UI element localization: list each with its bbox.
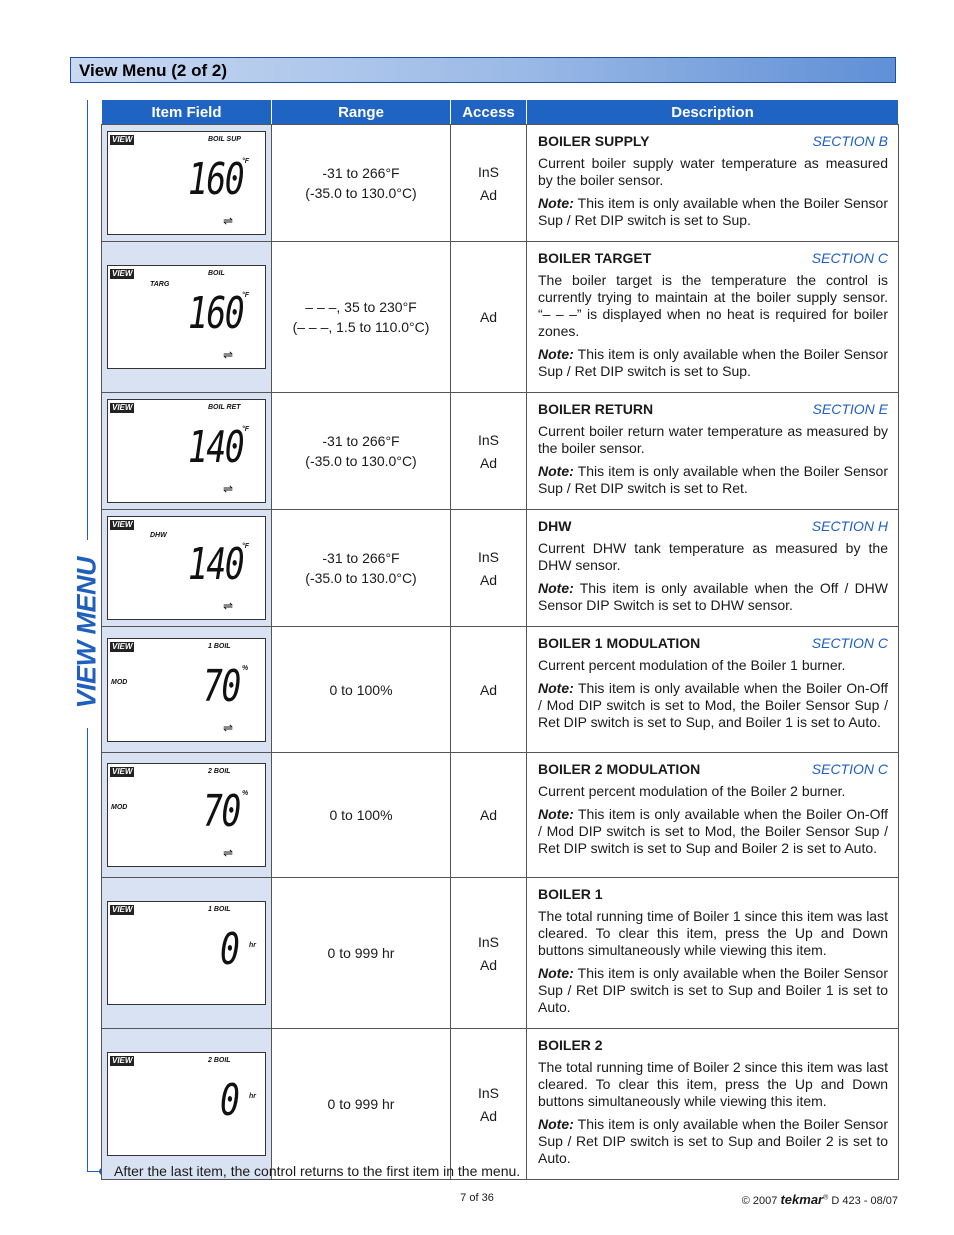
description-heading <box>538 635 888 652</box>
copyright-line: © 2007 tekmar® D 423 - 08/07 <box>741 1192 898 1207</box>
lcd-top-label: BOIL SUP <box>208 136 241 143</box>
note-label: Note: <box>538 580 574 596</box>
page-number: 7 of 36 <box>460 1192 494 1204</box>
footnote: After the last item, the control returns to the first item in the menu. <box>114 1163 521 1179</box>
view-menu-table <box>101 99 899 1180</box>
range-primary: -31 to 266°F <box>322 165 400 181</box>
lcd-unit: hr <box>249 942 256 949</box>
switch-icon: ⇌ <box>223 482 234 496</box>
access-cell <box>451 242 527 393</box>
switch-icon: ⇌ <box>223 720 234 735</box>
header-description: Description <box>527 100 899 125</box>
item-note <box>538 680 888 731</box>
access-primary: Ad <box>479 807 498 823</box>
note-label: Note: <box>538 806 574 822</box>
section-reference: SECTION C <box>811 250 888 266</box>
section-reference: SECTION E <box>812 401 888 417</box>
access-primary: InS <box>477 1084 499 1101</box>
section-banner <box>70 57 896 83</box>
description-heading <box>538 250 888 267</box>
table-row <box>102 242 899 393</box>
description-heading <box>538 133 888 150</box>
range-cell <box>272 125 451 242</box>
lcd-display <box>107 399 266 503</box>
section-reference: SECTION C <box>811 635 888 651</box>
copyright: © 2007 <box>741 1195 778 1207</box>
item-description: Current DHW tank temperature as measured by the DHW sensor. <box>538 540 888 573</box>
item-note <box>538 346 888 380</box>
lcd-view-label: VIEW <box>112 135 133 144</box>
lcd-mode-label: MOD <box>111 678 128 686</box>
range-cell <box>272 393 451 510</box>
item-note <box>538 806 888 857</box>
item-field-cell <box>102 510 272 627</box>
item-field-cell <box>102 125 272 242</box>
item-name: BOILER TARGET <box>538 250 652 266</box>
header-item-field: Item Field <box>102 100 272 125</box>
item-field-cell <box>102 242 272 393</box>
access-cell <box>451 753 527 878</box>
description-cell <box>527 1029 899 1180</box>
doc-id: D 423 - 08/07 <box>831 1195 898 1207</box>
description-cell <box>527 878 899 1029</box>
table-row <box>102 393 899 510</box>
access-primary: InS <box>477 431 499 448</box>
range-cell <box>272 510 451 627</box>
note-text: This item is only available when the Boiler Sensor Sup / Ret DIP switch is set to Sup and Boiler 2 is set to Auto. <box>538 1116 888 1166</box>
lcd-digits: 140 <box>188 422 244 473</box>
lcd-view-label: VIEW <box>112 641 133 651</box>
access-cell <box>451 627 527 753</box>
lcd-mode-label: MOD <box>111 804 128 811</box>
header-range: Range <box>272 100 451 125</box>
table-row <box>102 1029 899 1180</box>
access-cell <box>451 1029 527 1180</box>
item-description: The total running time of Boiler 2 since this item was last cleared. To clear this item, press the Up and Down buttons simultaneously while viewing this item. <box>538 1059 888 1109</box>
range-cell <box>272 242 451 393</box>
note-text: This item is only available when the Boiler Sensor Sup / Ret DIP switch is set to Ret. <box>538 463 888 496</box>
range-primary: 0 to 100% <box>329 807 393 823</box>
note-label: Note: <box>538 463 574 479</box>
description-heading <box>538 761 888 778</box>
range-secondary: (-35.0 to 130.0°C) <box>305 453 417 469</box>
table-row <box>102 125 899 242</box>
lcd-digits: 70 <box>203 786 240 837</box>
item-note <box>538 195 888 229</box>
item-note <box>538 580 888 614</box>
item-name: BOILER 1 MODULATION <box>538 635 701 651</box>
lcd-digits: 140 <box>188 539 244 590</box>
lcd-unit: °F <box>242 543 250 550</box>
description-heading <box>538 886 888 903</box>
access-cell <box>451 878 527 1029</box>
side-title: VIEW MENU <box>71 556 102 709</box>
item-description: Current boiler supply water temperature as measured by the boiler sensor. <box>538 155 888 188</box>
table-row <box>102 878 899 1029</box>
lcd-view-label: VIEW <box>112 1056 133 1065</box>
lcd-display <box>107 1052 266 1156</box>
lcd-digits: 0 <box>220 924 239 975</box>
item-field-cell <box>102 878 272 1029</box>
access-primary: Ad <box>479 681 498 698</box>
lcd-digits: 160 <box>188 288 244 339</box>
lcd-display <box>107 265 266 369</box>
range-primary: 0 to 999 hr <box>327 1096 395 1112</box>
item-note <box>538 1116 888 1167</box>
note-label: Note: <box>538 680 574 696</box>
item-field-cell <box>102 627 272 753</box>
item-field-cell <box>102 393 272 510</box>
switch-icon: ⇌ <box>223 846 234 860</box>
item-name: DHW <box>538 518 572 534</box>
lcd-unit: % <box>242 664 249 672</box>
table-row <box>102 627 899 753</box>
access-primary: InS <box>477 548 499 565</box>
lcd-top-label: 1 BOIL <box>208 642 231 650</box>
access-cell <box>451 510 527 627</box>
note-text: This item is only available when the Boiler On-Off / Mod DIP switch is set to Mod, the Boiler Sensor Sup / Ret DIP switch is set to Sup, and Boiler 1 is set to Auto. <box>538 680 888 730</box>
item-note <box>538 965 888 1016</box>
item-description: Current percent modulation of the Boiler 2 burner. <box>538 783 846 799</box>
lcd-unit: °F <box>242 292 250 299</box>
lcd-display <box>107 638 266 742</box>
item-field-cell <box>102 753 272 878</box>
lcd-sub-label: DHW <box>150 532 167 539</box>
lcd-unit: hr <box>249 1093 256 1100</box>
switch-icon: ⇌ <box>223 599 234 613</box>
lcd-view-label: VIEW <box>112 520 133 529</box>
side-rule-top <box>87 100 88 540</box>
range-secondary: (-35.0 to 130.0°C) <box>305 185 417 201</box>
access-primary: Ad <box>479 309 498 325</box>
access-secondary: Ad <box>479 186 498 203</box>
note-text: This item is only available when the Boiler Sensor Sup / Ret DIP switch is set to Sup. <box>538 195 888 228</box>
lcd-unit: % <box>242 790 249 797</box>
description-cell <box>527 242 899 393</box>
range-secondary: (– – –, 1.5 to 110.0°C) <box>292 319 430 335</box>
lcd-display <box>107 763 266 867</box>
description-cell <box>527 393 899 510</box>
item-description: Current percent modulation of the Boiler 1 burner. <box>538 657 846 673</box>
switch-icon: ⇌ <box>223 214 234 228</box>
lcd-view-label: VIEW <box>112 403 133 412</box>
description-heading <box>538 518 888 535</box>
range-primary: -31 to 266°F <box>322 550 400 566</box>
lcd-display <box>107 131 266 235</box>
note-text: This item is only available when the Boiler On-Off / Mod DIP switch is set to Mod, the Boiler Sensor Sup / Ret DIP switch is set to Sup and Boiler 2 is set to Auto. <box>538 806 888 856</box>
brand-logo: tekmar <box>780 1192 824 1207</box>
lcd-display <box>107 516 266 620</box>
item-note <box>538 463 888 497</box>
range-cell <box>272 878 451 1029</box>
note-label: Note: <box>538 195 574 211</box>
lcd-top-label: 2 BOIL <box>208 768 231 775</box>
note-label: Note: <box>538 1116 574 1132</box>
item-description: The total running time of Boiler 1 since this item was last cleared. To clear this item, press the Up and Down buttons simultaneously while viewing this item. <box>538 908 888 958</box>
item-name: BOILER SUPPLY <box>538 133 650 149</box>
lcd-sub-label: TARG <box>150 281 170 288</box>
description-cell <box>527 627 899 753</box>
item-description: The boiler target is the temperature the control is currently trying to maintain at the boiler supply sensor. “– – –” is displayed when no heat is required for boiler zones. <box>538 272 888 339</box>
note-label: Note: <box>538 965 574 981</box>
note-text: This item is only available when the Off / DHW Sensor DIP Switch is set to DHW sensor. <box>538 580 888 613</box>
item-name: BOILER 2 MODULATION <box>538 761 701 777</box>
item-name: BOILER 1 <box>538 886 603 902</box>
table-header-row <box>102 100 899 125</box>
range-primary: – – –, 35 to 230°F <box>305 299 417 315</box>
item-description: Current boiler return water temperature as measured by the boiler sensor. <box>538 423 888 456</box>
side-rule-bottom <box>87 728 88 1172</box>
section-reference: SECTION H <box>811 518 888 534</box>
range-secondary: (-35.0 to 130.0°C) <box>305 570 417 586</box>
item-name: BOILER 2 <box>538 1037 603 1053</box>
item-name: BOILER RETURN <box>538 401 654 417</box>
item-field-cell <box>102 1029 272 1180</box>
lcd-top-label: 1 BOIL <box>208 906 231 913</box>
range-primary: 0 to 999 hr <box>327 945 395 961</box>
access-secondary: Ad <box>479 571 498 588</box>
access-primary: InS <box>477 933 499 950</box>
lcd-top-label: BOIL RET <box>208 404 241 411</box>
description-cell <box>527 753 899 878</box>
range-cell <box>272 753 451 878</box>
access-secondary: Ad <box>479 454 498 471</box>
access-secondary: Ad <box>479 1107 498 1124</box>
lcd-display <box>107 901 266 1005</box>
access-cell <box>451 393 527 510</box>
lcd-unit: °F <box>242 426 250 433</box>
access-primary: InS <box>477 163 499 180</box>
lcd-digits: 0 <box>220 1075 239 1126</box>
lcd-view-label: VIEW <box>112 905 133 914</box>
switch-icon: ⇌ <box>223 348 234 362</box>
lcd-top-label: BOIL <box>208 270 225 277</box>
range-primary: 0 to 100% <box>329 681 393 698</box>
table-row <box>102 510 899 627</box>
lcd-digits: 160 <box>188 154 244 205</box>
lcd-view-label: VIEW <box>112 269 133 278</box>
table-row <box>102 753 899 878</box>
access-cell <box>451 125 527 242</box>
section-reference: SECTION C <box>811 761 888 777</box>
note-text: This item is only available when the Boiler Sensor Sup / Ret DIP switch is set to Sup. <box>538 346 888 379</box>
section-title: View Menu (2 of 2) <box>79 61 227 80</box>
note-text: This item is only available when the Boiler Sensor Sup / Ret DIP switch is set to Sup and Boiler 1 is set to Auto. <box>538 965 888 1015</box>
description-heading <box>538 1037 888 1054</box>
range-cell <box>272 627 451 753</box>
range-primary: -31 to 266°F <box>322 433 400 449</box>
access-secondary: Ad <box>479 956 498 973</box>
section-reference: SECTION B <box>812 133 888 149</box>
range-cell <box>272 1029 451 1180</box>
description-cell <box>527 510 899 627</box>
header-access: Access <box>451 100 527 125</box>
description-cell <box>527 125 899 242</box>
description-heading <box>538 401 888 418</box>
lcd-top-label: 2 BOIL <box>208 1057 231 1064</box>
lcd-unit: °F <box>242 158 250 165</box>
note-label: Note: <box>538 346 574 362</box>
lcd-view-label: VIEW <box>112 767 133 776</box>
lcd-digits: 70 <box>203 660 240 712</box>
